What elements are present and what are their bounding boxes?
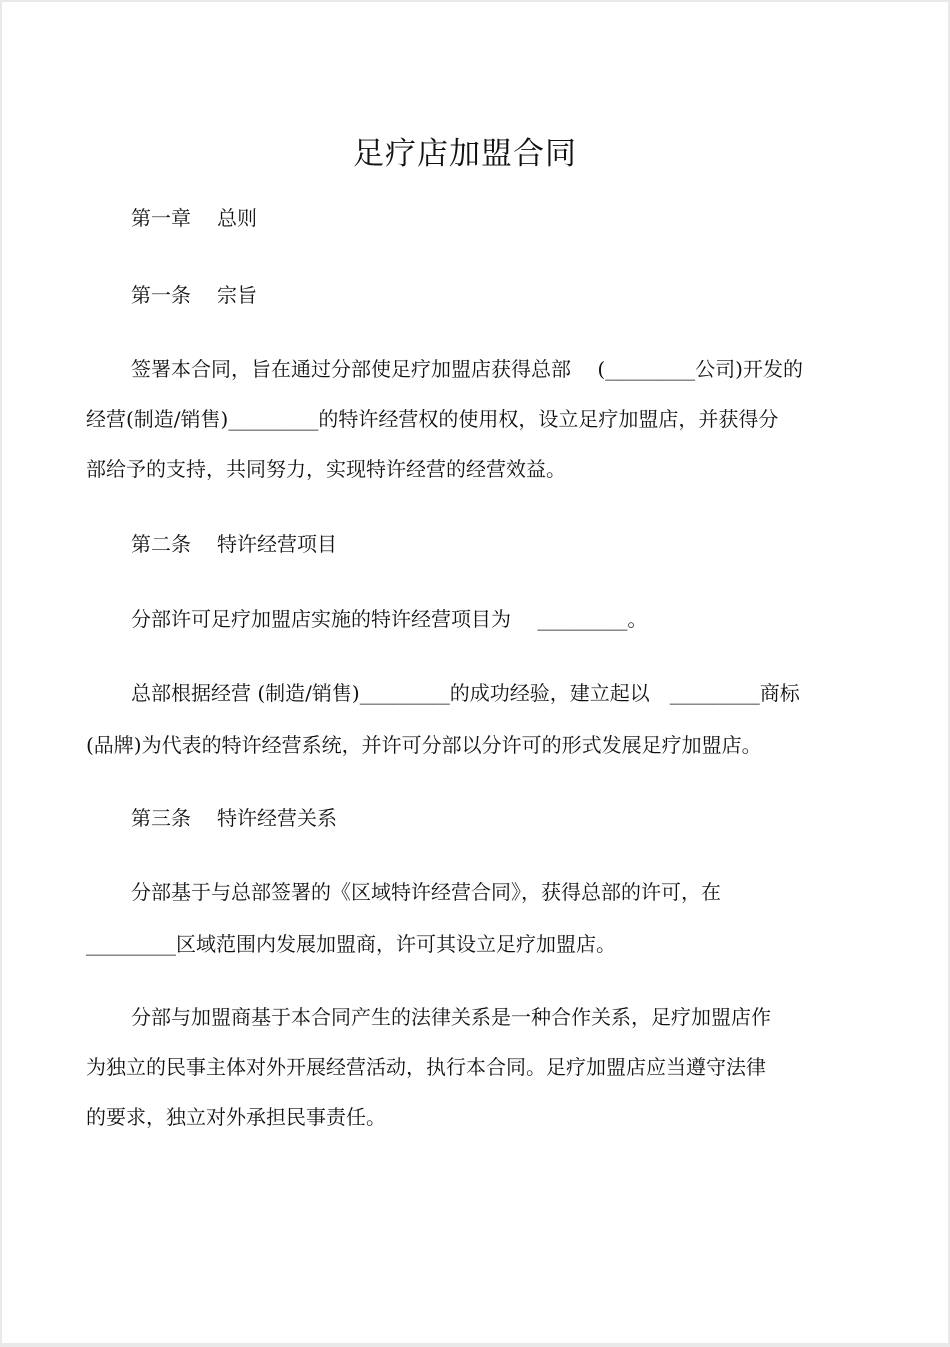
paragraph-line: 部给予的支持，共同努力，实现特许经营的经营效益。 xyxy=(86,457,566,481)
paragraph-line: 分部许可足疗加盟店实施的特许经营项目为 _________。 xyxy=(131,607,648,631)
chapter-name: 总则 xyxy=(217,206,257,230)
document-page xyxy=(2,2,948,1343)
paragraph-line: 为独立的民事主体对外开展经营活动，执行本合同。足疗加盟店应当遵守法律 xyxy=(86,1055,766,1079)
paragraph-line: 的要求，独立对外承担民事责任。 xyxy=(86,1105,386,1129)
paragraph-line: 分部与加盟商基于本合同产生的法律关系是一种合作关系，足疗加盟店作 xyxy=(131,1005,771,1029)
paragraph-line: 总部根据经营 (制造/销售)_________的成功经验，建立起以 _________商标 xyxy=(131,681,800,705)
paragraph-line: 经营(制造/销售)_________的特许经营权的使用权，设立足疗加盟店，并获得分 xyxy=(86,407,779,431)
article-name: 宗旨 xyxy=(217,283,257,307)
paragraph-line: 签署本合同，旨在通过分部使足疗加盟店获得总部 (_________公司)开发的 xyxy=(131,357,803,381)
article-name: 特许经营项目 xyxy=(217,532,337,556)
paragraph-line: 分部基于与总部签署的《区域特许经营合同》，获得总部的许可，在 xyxy=(131,880,721,904)
article-heading xyxy=(131,530,337,558)
article-heading xyxy=(131,804,337,832)
chapter-number: 第一章 xyxy=(131,206,191,230)
article-number: 第一条 xyxy=(131,283,191,307)
document-title: 足疗店加盟合同 xyxy=(353,136,577,172)
paragraph-line: _________区域范围内发展加盟商，许可其设立足疗加盟店。 xyxy=(86,932,616,956)
article-number: 第三条 xyxy=(131,806,191,830)
chapter-heading xyxy=(131,204,257,232)
article-number: 第二条 xyxy=(131,532,191,556)
article-name: 特许经营关系 xyxy=(217,806,337,830)
paragraph-line: (品牌)为代表的特许经营系统，并许可分部以分许可的形式发展足疗加盟店。 xyxy=(86,733,762,757)
article-heading xyxy=(131,281,257,309)
